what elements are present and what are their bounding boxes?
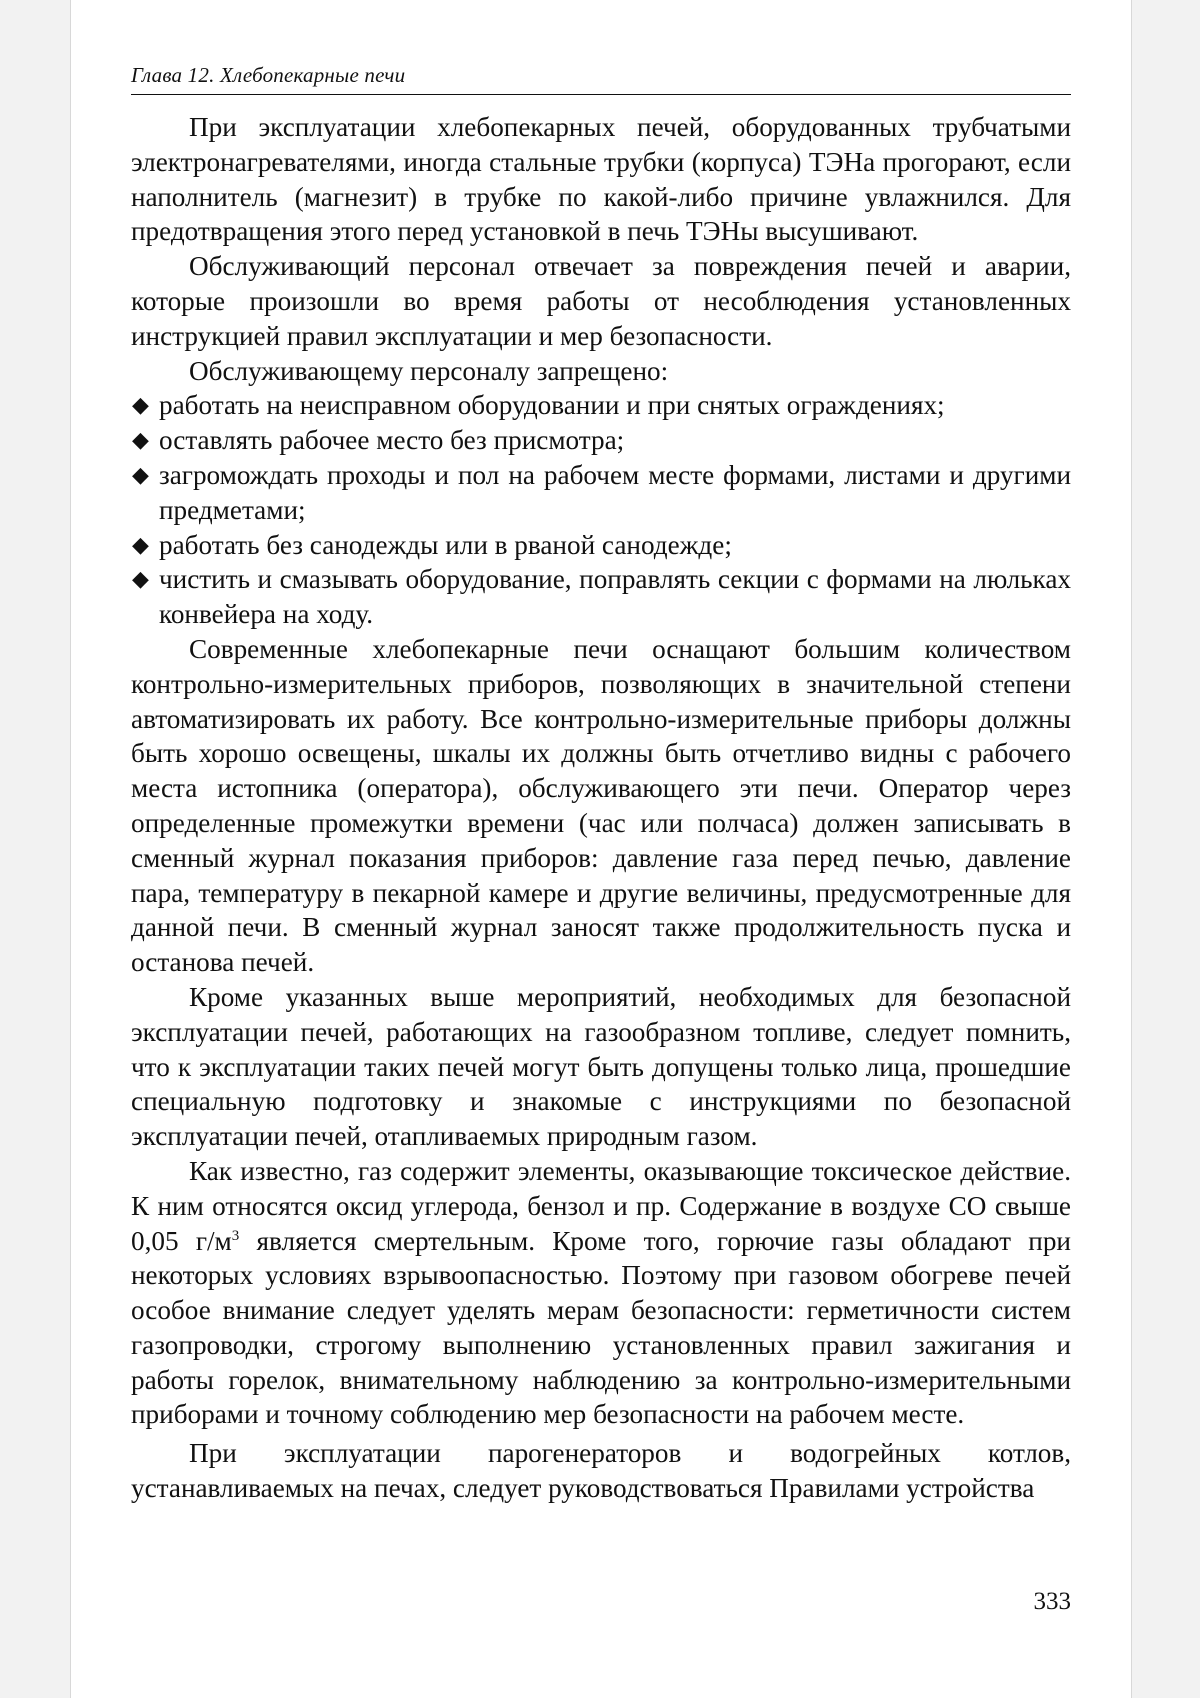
list-item-text: работать на неисправном оборудовании и при снятых ограждениях; [159,390,945,420]
page-number: 333 [1034,1588,1072,1616]
list-item [131,388,1071,423]
paragraph-gas-training: Кроме указанных выше мероприятий, необходимых для безопасной эксплуатации печей, работающих на газообразном топливе, следует помнить, что к эксплуатации таких печей могут быть допущены только лица, прошедшие специальную подготовку и знакомые с инструкциями по безопасной эксплуатации печей, отапливаемых природным газом. [131,980,1071,1154]
black-diamond-icon: ◆ [132,423,149,458]
black-diamond-icon: ◆ [132,458,149,493]
list-item [131,423,1071,458]
co-text-end: является смертельным. Кроме того, горючие газы обладают при некоторых условиях взрывоопасностью. Поэтому при газовом обогреве печей особое внимание следует уделять мерам безопасности: герметичности систем газопроводки, строгому выполнению установленных правил зажигания и работы горелок, внимательному наблюдению за контрольно-измерительными приборами и точному соблюдению мер безопасности на рабочем месте. [131,1226,1071,1430]
list-item-text: загромождать проходы и пол на рабочем месте формами, листами и другими предметами; [159,460,1071,525]
list-item [131,458,1071,528]
list-item-text: чистить и смазывать оборудование, поправлять секции с формами на люльках конвейера на ходу. [159,564,1071,629]
page-header [131,56,1071,95]
unit-superscript: 3 [232,1227,240,1243]
paragraph-prohibited-intro: Обслуживающему персоналу запрещено: [131,354,1071,389]
list-item-text: работать без санодежды или в рваной санодежде; [159,530,732,560]
black-diamond-icon: ◆ [132,562,149,597]
list-item [131,562,1071,632]
list-item-text: оставлять рабочее место без присмотра; [159,425,624,455]
paragraph-co-toxicity [131,1154,1071,1432]
prohibited-list [131,388,1071,632]
co-text-start: Как известно, газ содержит элементы, оказывающие токсическое действие. К ним относятся оксид углерода, бензол и пр. Содержание в воздухе СО свыше 0,05 г/м [131,1156,1071,1256]
running-head: Глава 12. Хлебопекарные печи [131,63,405,88]
page-body [131,110,1071,1506]
page-sheet [70,0,1132,1698]
paragraph-instruments: Современные хлебопекарные печи оснащают большим количеством контрольно-измерительных приборов, позволяющих в значительной степени автоматизировать их работу. Все контрольно-измерительные приборы должны быть хорошо освещены, шкалы их должны быть отчетливо видны с рабочего места истопника (оператора), обслуживающего эти печи. Оператор через определенные промежутки времени (час или полчаса) должен записывать в сменный журнал показания приборов: давление газа перед печью, давление пара, температуру в пекарной камере и другие величины, предусмотренные для данной печи. В сменный журнал заносят также продолжительность пуска и останова печей. [131,632,1071,980]
black-diamond-icon: ◆ [132,528,149,563]
list-item [131,528,1071,563]
paragraph-staff-responsibility: Обслуживающий персонал отвечает за повреждения печей и аварии, которые произошли во время работы от несоблюдения установленных инструкцией правил эксплуатации и мер безопасности. [131,249,1071,353]
black-diamond-icon: ◆ [132,388,149,423]
paragraph-steam-generators: При эксплуатации парогенераторов и водогрейных котлов, устанавливаемых на печах, следует руководствоваться Правилами устройства [131,1436,1071,1506]
paragraph-ten-drying: При эксплуатации хлебопекарных печей, оборудованных трубчатыми электронагревателями, иногда стальные трубки (корпуса) ТЭНа прогорают, если наполнитель (магнезит) в трубке по какой-либо причине увлажнился. Для предотвращения этого перед установкой в печь ТЭНы высушивают. [131,110,1071,249]
